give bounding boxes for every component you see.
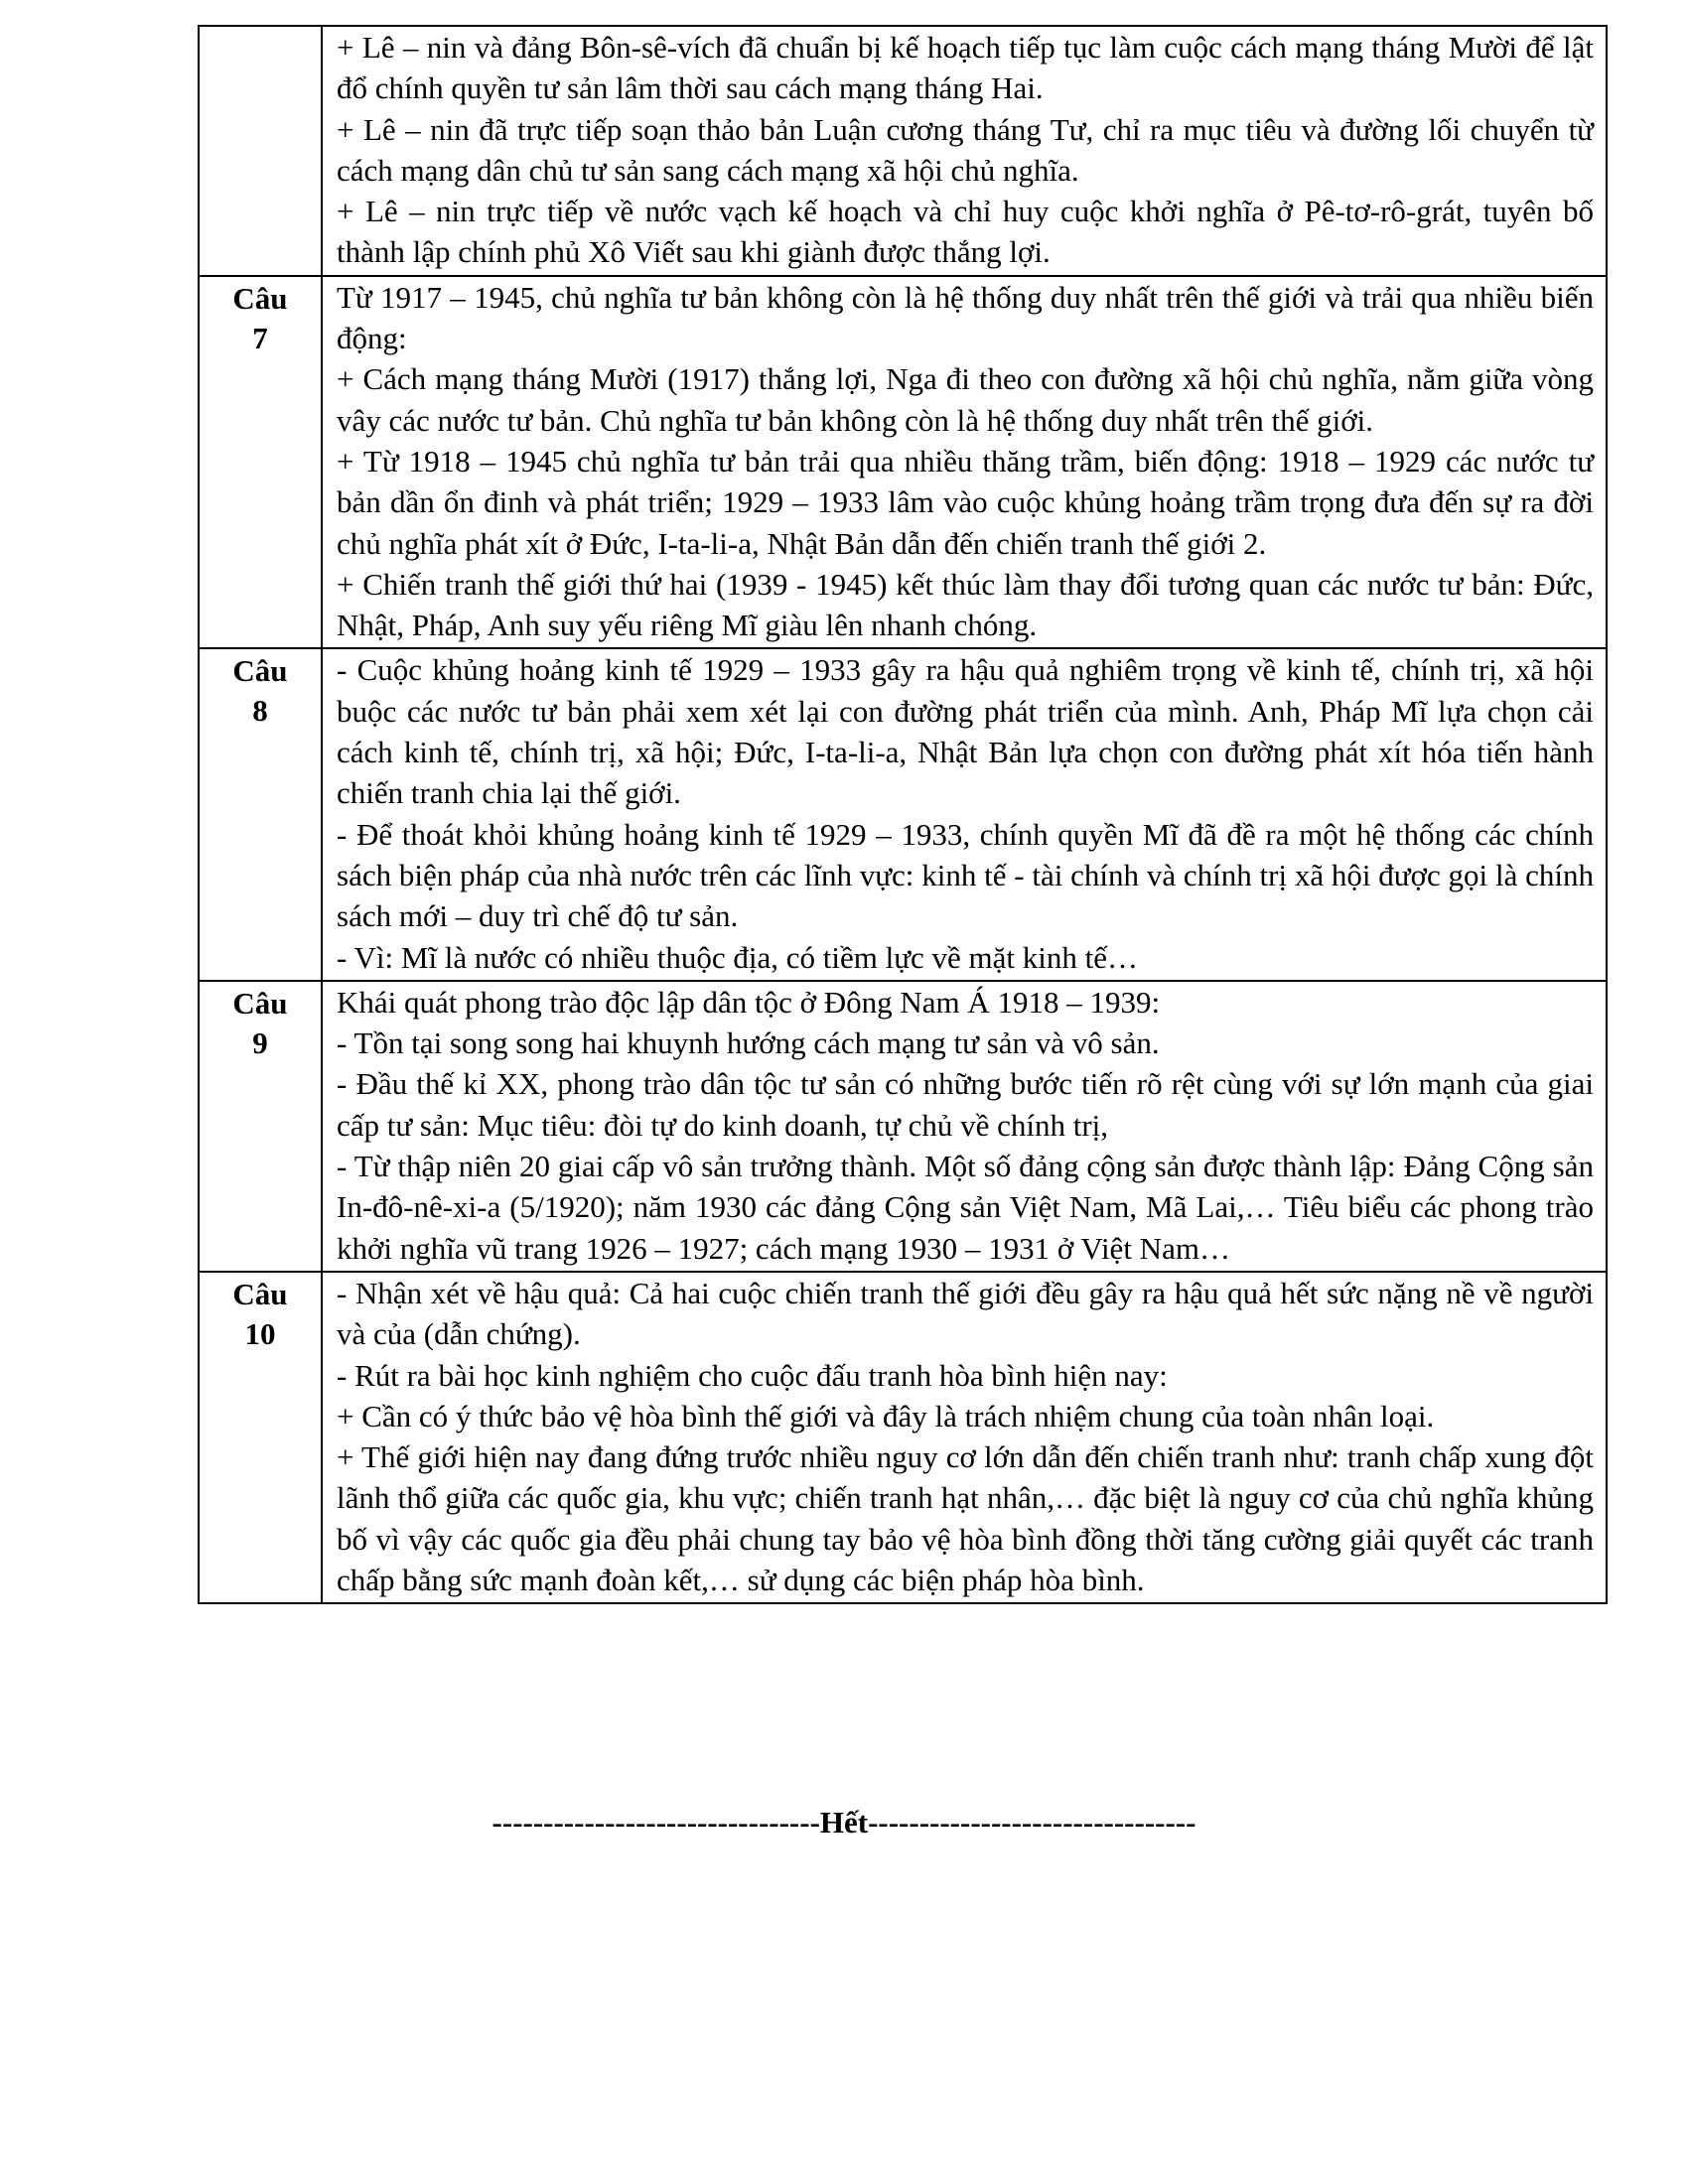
answer-table-body [199, 26, 1607, 1603]
answer-paragraph: + Thế giới hiện nay đang đứng trước nhiều nguy cơ lớn dẫn đến chiến tranh như: tranh chấp xung đột lãnh thổ giữa các quốc gia, khu vực; chiến tranh hạt nhân,… đặc biệt là nguy cơ của chủ nghĩa khủng bố vì vậy các quốc gia đều phải chung tay bảo vệ hòa bình đồng thời tăng cường giải quyết các tranh chấp bằng sức mạnh đoàn kết,… sử dụng các biện pháp hòa bình. [337, 1439, 1594, 1597]
answer-paragraph: + Chiến tranh thế giới thứ hai (1939 - 1945) kết thúc làm thay đổi tương quan các nước tư bản: Đức, Nhật, Pháp, Anh suy yếu riêng Mĩ giàu lên nhanh chóng. [337, 566, 1594, 643]
answer-row [199, 1272, 1607, 1603]
answer-paragraph: Từ 1917 – 1945, chủ nghĩa tư bản không còn là hệ thống duy nhất trên thế giới và trải qua nhiều biến động: [337, 279, 1594, 356]
answer-paragraph: - Đầu thế kỉ XX, phong trào dân tộc tư sản có những bước tiến rõ rệt cùng với sự lớn mạnh của giai cấp tư sản: Mục tiêu: đòi tự do kinh doanh, tự chủ về chính trị, [337, 1066, 1594, 1143]
end-marker: --------------------------------Hết-------------------------------- [492, 1805, 1196, 1840]
answer-paragraph: Khái quát phong trào độc lập dân tộc ở Đông Nam Á 1918 – 1939: [337, 984, 1161, 1020]
answer-cell [322, 26, 1607, 276]
answer-cell [322, 276, 1607, 649]
answer-row [199, 648, 1607, 980]
answer-paragraph: - Để thoát khỏi khủng hoảng kinh tế 1929 – 1933, chính quyền Mĩ đã đề ra một hệ thống các chính sách biện pháp của nhà nước trên các lĩnh vực: kinh tế - tài chính và chính trị xã hội được gọi là chính sách mới – duy trì chế độ tư sản. [337, 816, 1594, 934]
answer-paragraph: - Tồn tại song song hai khuynh hướng cách mạng tư sản và vô sản. [337, 1025, 1160, 1061]
answer-paragraph: + Lê – nin và đảng Bôn-sê-vích đã chuẩn bị kế hoạch tiếp tục làm cuộc cách mạng tháng Mười để lật đổ chính quyền tư sản lâm thời sau cách mạng tháng Hai. [337, 30, 1594, 106]
answer-paragraph: - Từ thập niên 20 giai cấp vô sản trưởng thành. Một số đảng cộng sản được thành lập: Đảng Cộng sản In-đô-nê-xi-a (5/1920); năm 1930 các đảng Cộng sản Việt Nam, Mã Lai,… Tiêu biểu các phong trào khởi nghĩa vũ trang 1926 – 1927; cách mạng 1930 – 1931 ở Việt Nam… [337, 1149, 1594, 1266]
answer-cell [322, 981, 1607, 1272]
answer-paragraph: + Lê – nin đã trực tiếp soạn thảo bản Luận cương tháng Tư, chỉ ra mục tiêu và đường lối chuyển từ cách mạng dân chủ tư sản sang cách mạng xã hội chủ nghĩa. [337, 111, 1594, 188]
answer-paragraph: + Cần có ý thức bảo vệ hòa bình thế giới và đây là trách nhiệm chung của toàn nhân loại. [337, 1398, 1435, 1433]
answer-row [199, 276, 1607, 649]
question-label: Câu 10 [199, 1272, 322, 1603]
question-label: Câu 8 [199, 648, 322, 980]
answer-paragraph: - Nhận xét về hậu quả: Cả hai cuộc chiến tranh thế giới đều gây ra hậu quả hết sức nặng nề về người và của (dẫn chứng). [337, 1275, 1594, 1352]
answer-row [199, 26, 1607, 276]
answer-paragraph: + Cách mạng tháng Mười (1917) thắng lợi, Nga đi theo con đường xã hội chủ nghĩa, nằm giữa vòng vây các nước tư bản. Chủ nghĩa tư bản không còn là hệ thống duy nhất trên thế giới. [337, 361, 1594, 438]
answer-paragraph: - Cuộc khủng hoảng kinh tế 1929 – 1933 gây ra hậu quả nghiêm trọng về kinh tế, chính trị, xã hội buộc các nước tư bản phải xem xét lại con đường phát triển của mình. Anh, Pháp Mĩ lựa chọn cải cách kinh tế, chính trị, xã hội; Đức, I-ta-li-a, Nhật Bản lựa chọn con đường phát xít hóa tiến hành chiến tranh chia lại thế giới. [337, 652, 1594, 811]
answer-cell [322, 648, 1607, 980]
question-label: Câu 7 [199, 276, 322, 649]
answer-paragraph: + Từ 1918 – 1945 chủ nghĩa tư bản trải qua nhiều thăng trầm, biến động: 1918 – 1929 các nước tư bản dần ổn đinh và phát triển; 1929 – 1933 lâm vào cuộc khủng hoảng trầm trọng đưa đến sự ra đời chủ nghĩa phát xít ở Đức, I-ta-li-a, Nhật Bản dẫn đến chiến tranh thế giới 2. [337, 443, 1594, 561]
question-label [199, 26, 322, 276]
answer-paragraph: + Lê – nin trực tiếp về nước vạch kế hoạch và chỉ huy cuộc khởi nghĩa ở Pê-tơ-rô-grát, tuyên bố thành lập chính phủ Xô Viết sau khi giành được thắng lợi. [337, 194, 1594, 270]
question-label: Câu 9 [199, 981, 322, 1272]
answer-paragraph: - Vì: Mĩ là nước có nhiều thuộc địa, có tiềm lực về mặt kinh tế… [337, 939, 1139, 975]
answer-cell [322, 1272, 1607, 1603]
answer-table [198, 25, 1608, 1604]
answer-paragraph: - Rút ra bài học kinh nghiệm cho cuộc đấu tranh hòa bình hiện nay: [337, 1357, 1168, 1393]
answer-row [199, 981, 1607, 1272]
